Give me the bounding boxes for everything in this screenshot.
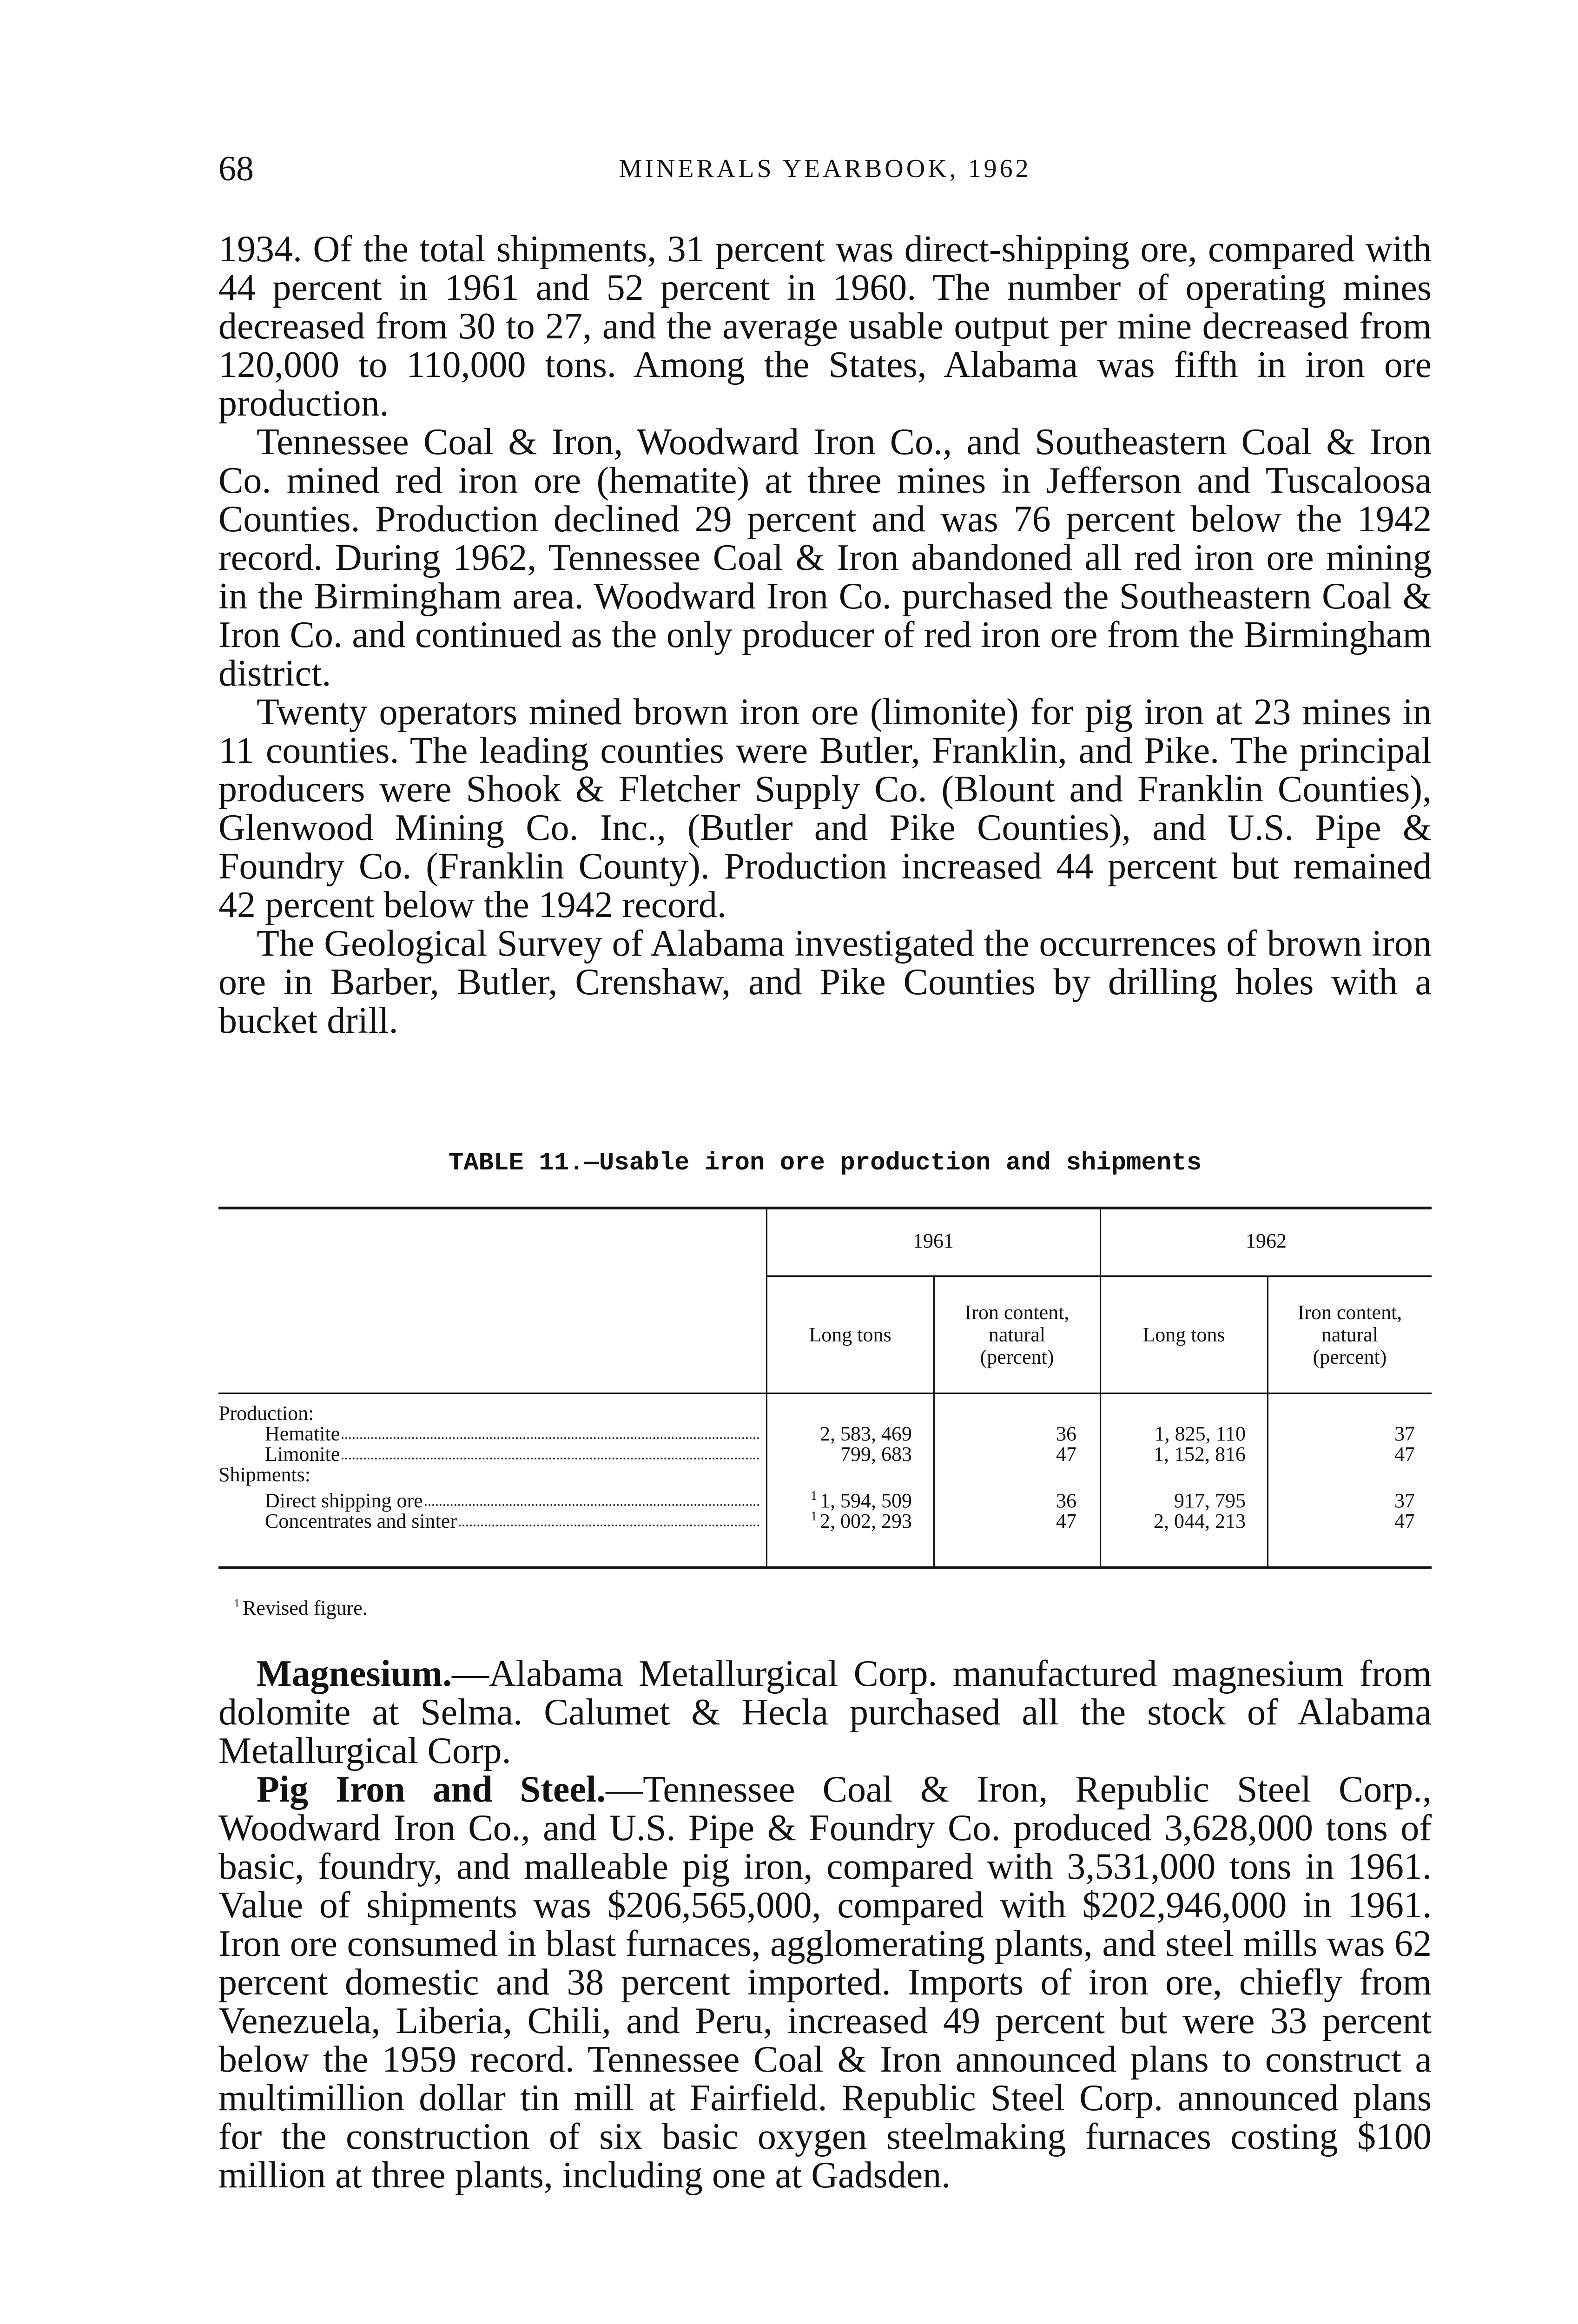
- table-row: Concentrates and sinter $^1$ 2, 002, 293 47 2, 044, 213 47: [218, 1510, 1432, 1533]
- long-tons-1961-header: Long tons: [809, 1323, 891, 1346]
- footnote-marker: 1: [811, 1489, 817, 1504]
- year-1962-header: 1962: [1246, 1229, 1287, 1252]
- body-text-bottom: [218, 1655, 1432, 2195]
- page-number: 68: [218, 149, 254, 188]
- pig-iron-heading: Pig Iron and Steel.: [257, 1769, 606, 1810]
- row-label: Direct shipping ore: [265, 1489, 423, 1512]
- page-header: [218, 148, 1432, 190]
- paragraph-1: 1934. Of the total shipments, 31 percent was direct-shipping ore, compared with 44 percent in 1961 and 52 percent in 1960. The number of operating mines decreased from 30 to 27, and the average usable output per mine decreased from 120,000 to 110,000 tons. Among the States, Alabama was fifth in iron ore production.: [218, 229, 1432, 424]
- table-row: Limonite 799, 683 47 1, 152, 816 47: [218, 1443, 1432, 1466]
- table-row: Hematite 2, 583, 469 36 1, 825, 110 37: [218, 1422, 1432, 1446]
- magnesium-heading: Magnesium.: [257, 1653, 452, 1694]
- paragraph-3: Twenty operators mined brown iron ore (limonite) for pig iron at 23 mines in 11 counties. The leading counties were Butler, Franklin, and Pike. The principal producers were Shook & Fletcher Supply Co. (Blount and Franklin Counties), Glenwood Mining Co. Inc., (Butler and Pike Counties), and U.S. Pipe & Foundry Co. (Franklin County). Production increased 44 percent but remained 42 percent below the 1942 record.: [218, 692, 1432, 925]
- section-shipments: Shipments:: [218, 1463, 311, 1486]
- running-title: MINERALS YEARBOOK, 1962: [619, 154, 1031, 183]
- long-tons-1962-header: Long tons: [1142, 1323, 1225, 1346]
- iron-content-1962-header: Iron content, natural (percent): [1297, 1301, 1402, 1368]
- table-row: Direct shipping ore $^1$ 1, 594, 509 36 917, 795 37: [218, 1489, 1432, 1512]
- paragraph-2: Tennessee Coal & Iron, Woodward Iron Co., and Southeastern Coal & Iron Co. mined red iron ore (hematite) at three mines in Jefferson and Tuscaloosa Counties. Production declined 29 percent and was 76 percent below the 1942 record. During 1962, Tennessee Coal & Iron abandoned all red iron ore mining in the Birmingham area. Woodward Iron Co. purchased the Southeastern Coal & Iron Co. and continued as the only producer of red iron ore from the Birmingham district.: [218, 422, 1432, 694]
- section-production: Production:: [218, 1402, 314, 1425]
- table-footnote: $^1$ Revised figure.: [234, 1597, 368, 1619]
- iron-ore-table: [218, 1207, 1432, 1569]
- footnote-marker: 1: [811, 1509, 817, 1524]
- body-text-top: [218, 230, 1432, 1040]
- pig-iron-paragraph: Pig Iron and Steel.—Tennessee Coal & Iron, Republic Steel Corp., Woodward Iron Co., and U.S. Pipe & Foundry Co. produced 3,628,000 tons of basic, foundry, and malleable pig iron, compared with 3,531,000 tons in 1961. Value of shipments was $206,565,000, compared with $202,946,000 in 1961. Iron ore consumed in blast furnaces, agglomerating plants, and steel mills was 62 percent domestic and 38 percent imported. Imports of iron ore, chiefly from Venezuela, Liberia, Chili, and Peru, increased 49 percent but were 33 percent below the 1959 record. Tennessee Coal & Iron announced plans to construct a multimillion dollar tin mill at Fairfield. Republic Steel Corp. announced plans for the construction of six basic oxygen steelmaking furnaces costing $100 million at three plants, including one at Gadsden.: [218, 1769, 1432, 2196]
- table-bottom-rule: [218, 1566, 1432, 1569]
- table-caption: TABLE 11.—Usable iron ore production and shipments: [448, 1149, 1202, 1177]
- magnesium-paragraph: Magnesium.—Alabama Metallurgical Corp. manufactured magnesium from dolomite at Selma. Calumet & Hecla purchased all the stock of Alabama Metallurgical Corp.: [218, 1653, 1432, 1771]
- row-label: Limonite: [265, 1443, 340, 1466]
- year-rule: [766, 1275, 1432, 1277]
- year-1961-header: 1961: [913, 1229, 954, 1252]
- header-rule: [218, 1393, 1432, 1394]
- row-label: Hematite: [265, 1422, 340, 1445]
- paragraph-4: The Geological Survey of Alabama investigated the occurrences of brown iron ore in Barber, Butler, Crenshaw, and Pike Counties by drilling holes with a bucket drill.: [218, 923, 1432, 1041]
- table-top-rule: [218, 1207, 1432, 1209]
- iron-content-1961-header: Iron content, natural (percent): [964, 1301, 1070, 1368]
- row-label: Concentrates and sinter: [265, 1510, 457, 1532]
